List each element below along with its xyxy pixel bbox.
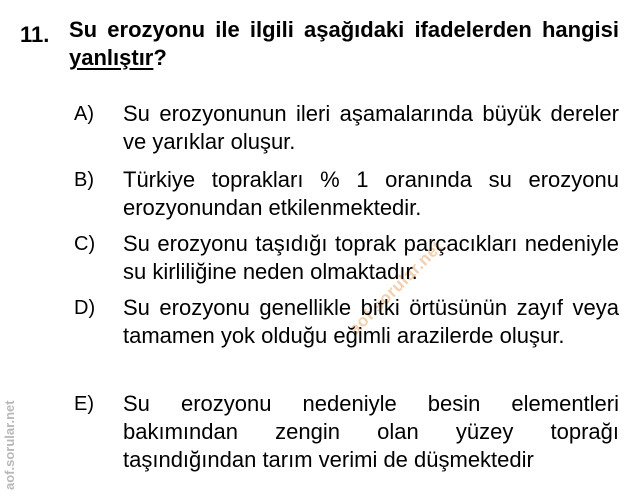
option-a-letter: A) [74, 103, 94, 125]
option-e-letter: E) [74, 393, 94, 415]
question-stem [69, 16, 619, 72]
option-e-text: Su erozyonu nedeniyle besin elementleri bakımından zengin olan yüzey toprağı taşındığından tarım verimi de düşmektedir [123, 391, 619, 472]
option-d-letter: D) [74, 297, 96, 319]
option-b-text: Türkiye toprakları % 1 oranında su erozyonu erozyonundan etkilenmektedir. [123, 167, 619, 220]
question-end-mark: ? [153, 45, 167, 70]
option-a-text: Su erozyonunun ileri aşamalarında büyük dereler ve yarıklar oluşur. [123, 101, 619, 154]
watermark-side: aof.sorular.net [2, 400, 17, 490]
question-emphasis: yanlıştır [69, 45, 154, 70]
question-number: 11. [20, 22, 50, 47]
option-c-letter: C) [74, 233, 96, 255]
option-b-letter: B) [74, 169, 94, 191]
option-c-text: Su erozyonu taşıdığı toprak parçacıkları nedeniyle su kirliliğine neden olmaktadır. [123, 231, 619, 284]
question-text: Su erozyonu ile ilgili aşağıdaki ifadelerden hangisi [69, 17, 619, 42]
watermark-diagonal: aof.sorular.net [345, 236, 447, 339]
option-d-text: Su erozyonu genellikle bitki örtüsünün zayıf veya tamamen yok olduğu eğimli arazilerde oluşur. [123, 295, 619, 348]
